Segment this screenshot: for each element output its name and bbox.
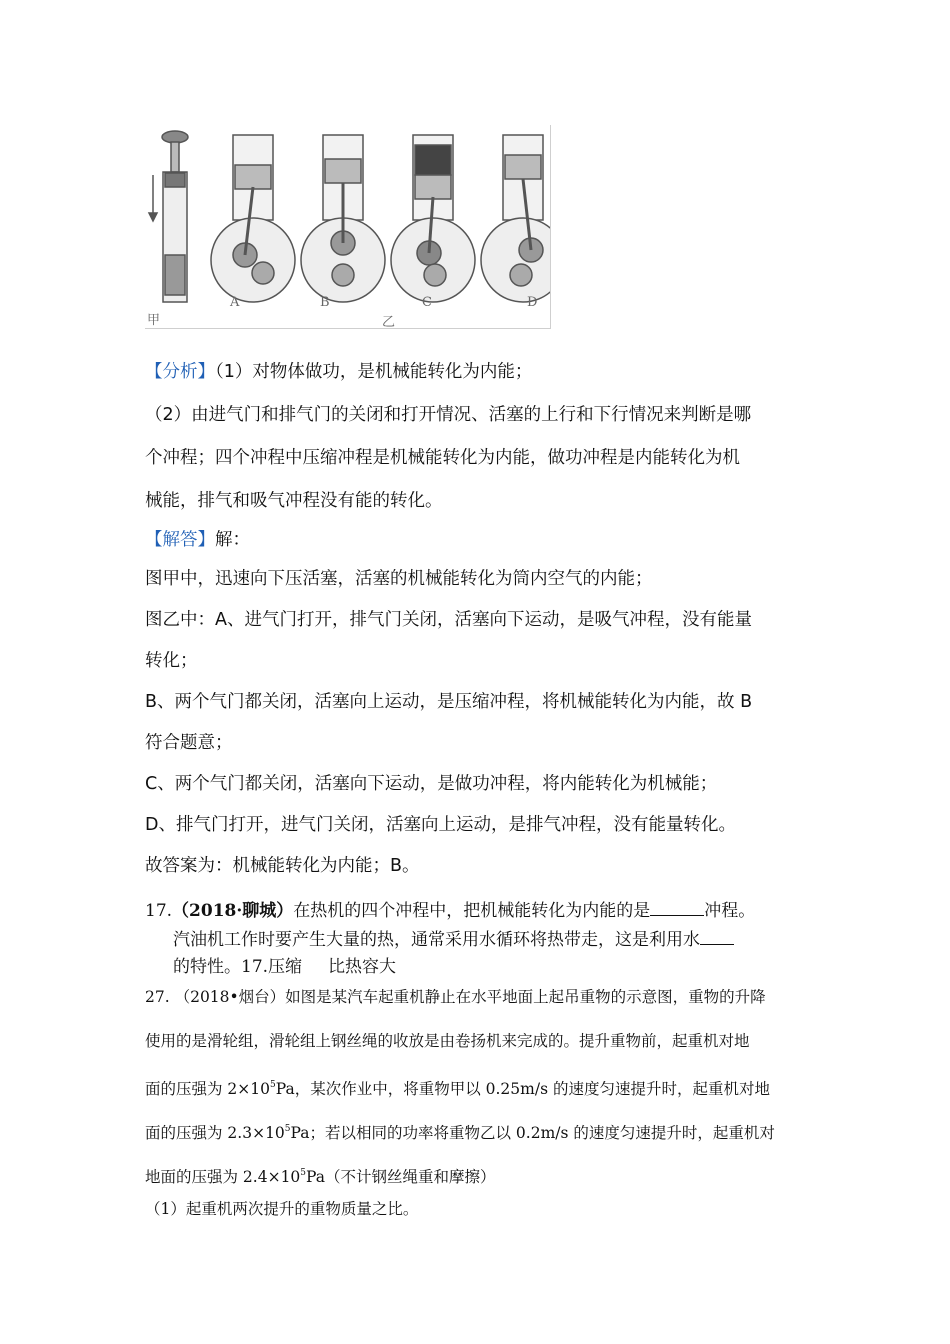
q17-blank-2 <box>700 926 734 945</box>
q27-sub-1: （1）起重机两次提升的重物质量之比。 <box>145 1200 419 1218</box>
caption-yi: 乙 <box>382 315 396 330</box>
engine-c <box>391 135 475 302</box>
solution-head: 【解答】解： <box>145 530 250 550</box>
q17-line-3: 的特性。17.压缩 比热容大 <box>173 957 397 977</box>
analysis-line-2: （2）由进气门和排气门的关闭和打开情况、活塞的上行和下行情况来判断是哪 <box>145 405 752 425</box>
solution-line-8: 故答案为：机械能转化为内能；B。 <box>145 856 420 876</box>
solution-tag: 【解答】 <box>145 530 215 550</box>
q27-line-1: 27. （2018•烟台）如图是某汽车起重机静止在水平地面上起吊重物的示意图，重物的升降 <box>145 988 766 1006</box>
q17-blank-1 <box>650 897 704 916</box>
engine-stroke-figure <box>145 125 551 329</box>
solution-line-5: 符合题意； <box>145 733 233 753</box>
analysis-line-4: 械能，排气和吸气冲程没有能的转化。 <box>145 491 443 511</box>
solution-line-2: 图乙中：A、进气门打开，排气门关闭，活塞向下运动，是吸气冲程，没有能量 <box>145 610 752 630</box>
solution-line-4: B、两个气门都关闭，活塞向上运动，是压缩冲程，将机械能转化为内能，故 B <box>145 692 753 712</box>
label-a: A <box>230 295 240 310</box>
q27-line-3: 面的压强为 $2\times 10^5Pa$，某次作业中，将重物甲以 0.25m/s 的速度匀速提升时，起重机对地 <box>145 1080 770 1098</box>
label-b: B <box>320 295 330 310</box>
analysis-line-3: 个冲程；四个冲程中压缩冲程是机械能转化为内能，做功冲程是内能转化为机 <box>145 448 740 468</box>
q17-line-1: 17.（2018·聊城）在热机的四个冲程中，把机械能转化为内能的是 冲程。 <box>145 897 755 923</box>
q17-line-2: 汽油机工作时要产生大量的热，通常采用水循环将热带走，这是利用水 <box>173 926 734 952</box>
solution-line-3: 转化； <box>145 651 198 671</box>
analysis-line-1: 【分析】（1）对物体做功，是机械能转化为内能； <box>145 362 533 382</box>
solution-line-7: D、排气门打开，进气门关闭，活塞向上运动，是排气冲程，没有能量转化。 <box>145 815 736 835</box>
engine-a <box>211 135 295 302</box>
q27-line-5: 地面的压强为 $2.4\times 10^5Pa$（不计钢丝绳重和摩擦） <box>145 1168 496 1186</box>
caption-jia: 甲 <box>147 313 161 328</box>
label-c: C <box>422 295 432 310</box>
label-d: D <box>527 295 538 310</box>
engine-b <box>301 135 385 302</box>
analysis-tag: 【分析】 <box>145 362 215 382</box>
air-pump-drawing <box>149 131 188 302</box>
solution-line-1: 图甲中，迅速向下压活塞，活塞的机械能转化为筒内空气的内能； <box>145 569 653 589</box>
solution-line-6: C、两个气门都关闭，活塞向下运动，是做功冲程，将内能转化为机械能； <box>145 774 718 794</box>
q27-line-4: 面的压强为 $2.3\times 10^5Pa$；若以相同的功率将重物乙以 0.2m/s 的速度匀速提升时，起重机对 <box>145 1124 775 1142</box>
engine-d <box>481 135 550 302</box>
q27-line-2: 使用的是滑轮组，滑轮组上钢丝绳的收放是由卷扬机来完成的。提升重物前，起重机对地 <box>145 1032 750 1050</box>
engine-illustration <box>145 125 550 328</box>
